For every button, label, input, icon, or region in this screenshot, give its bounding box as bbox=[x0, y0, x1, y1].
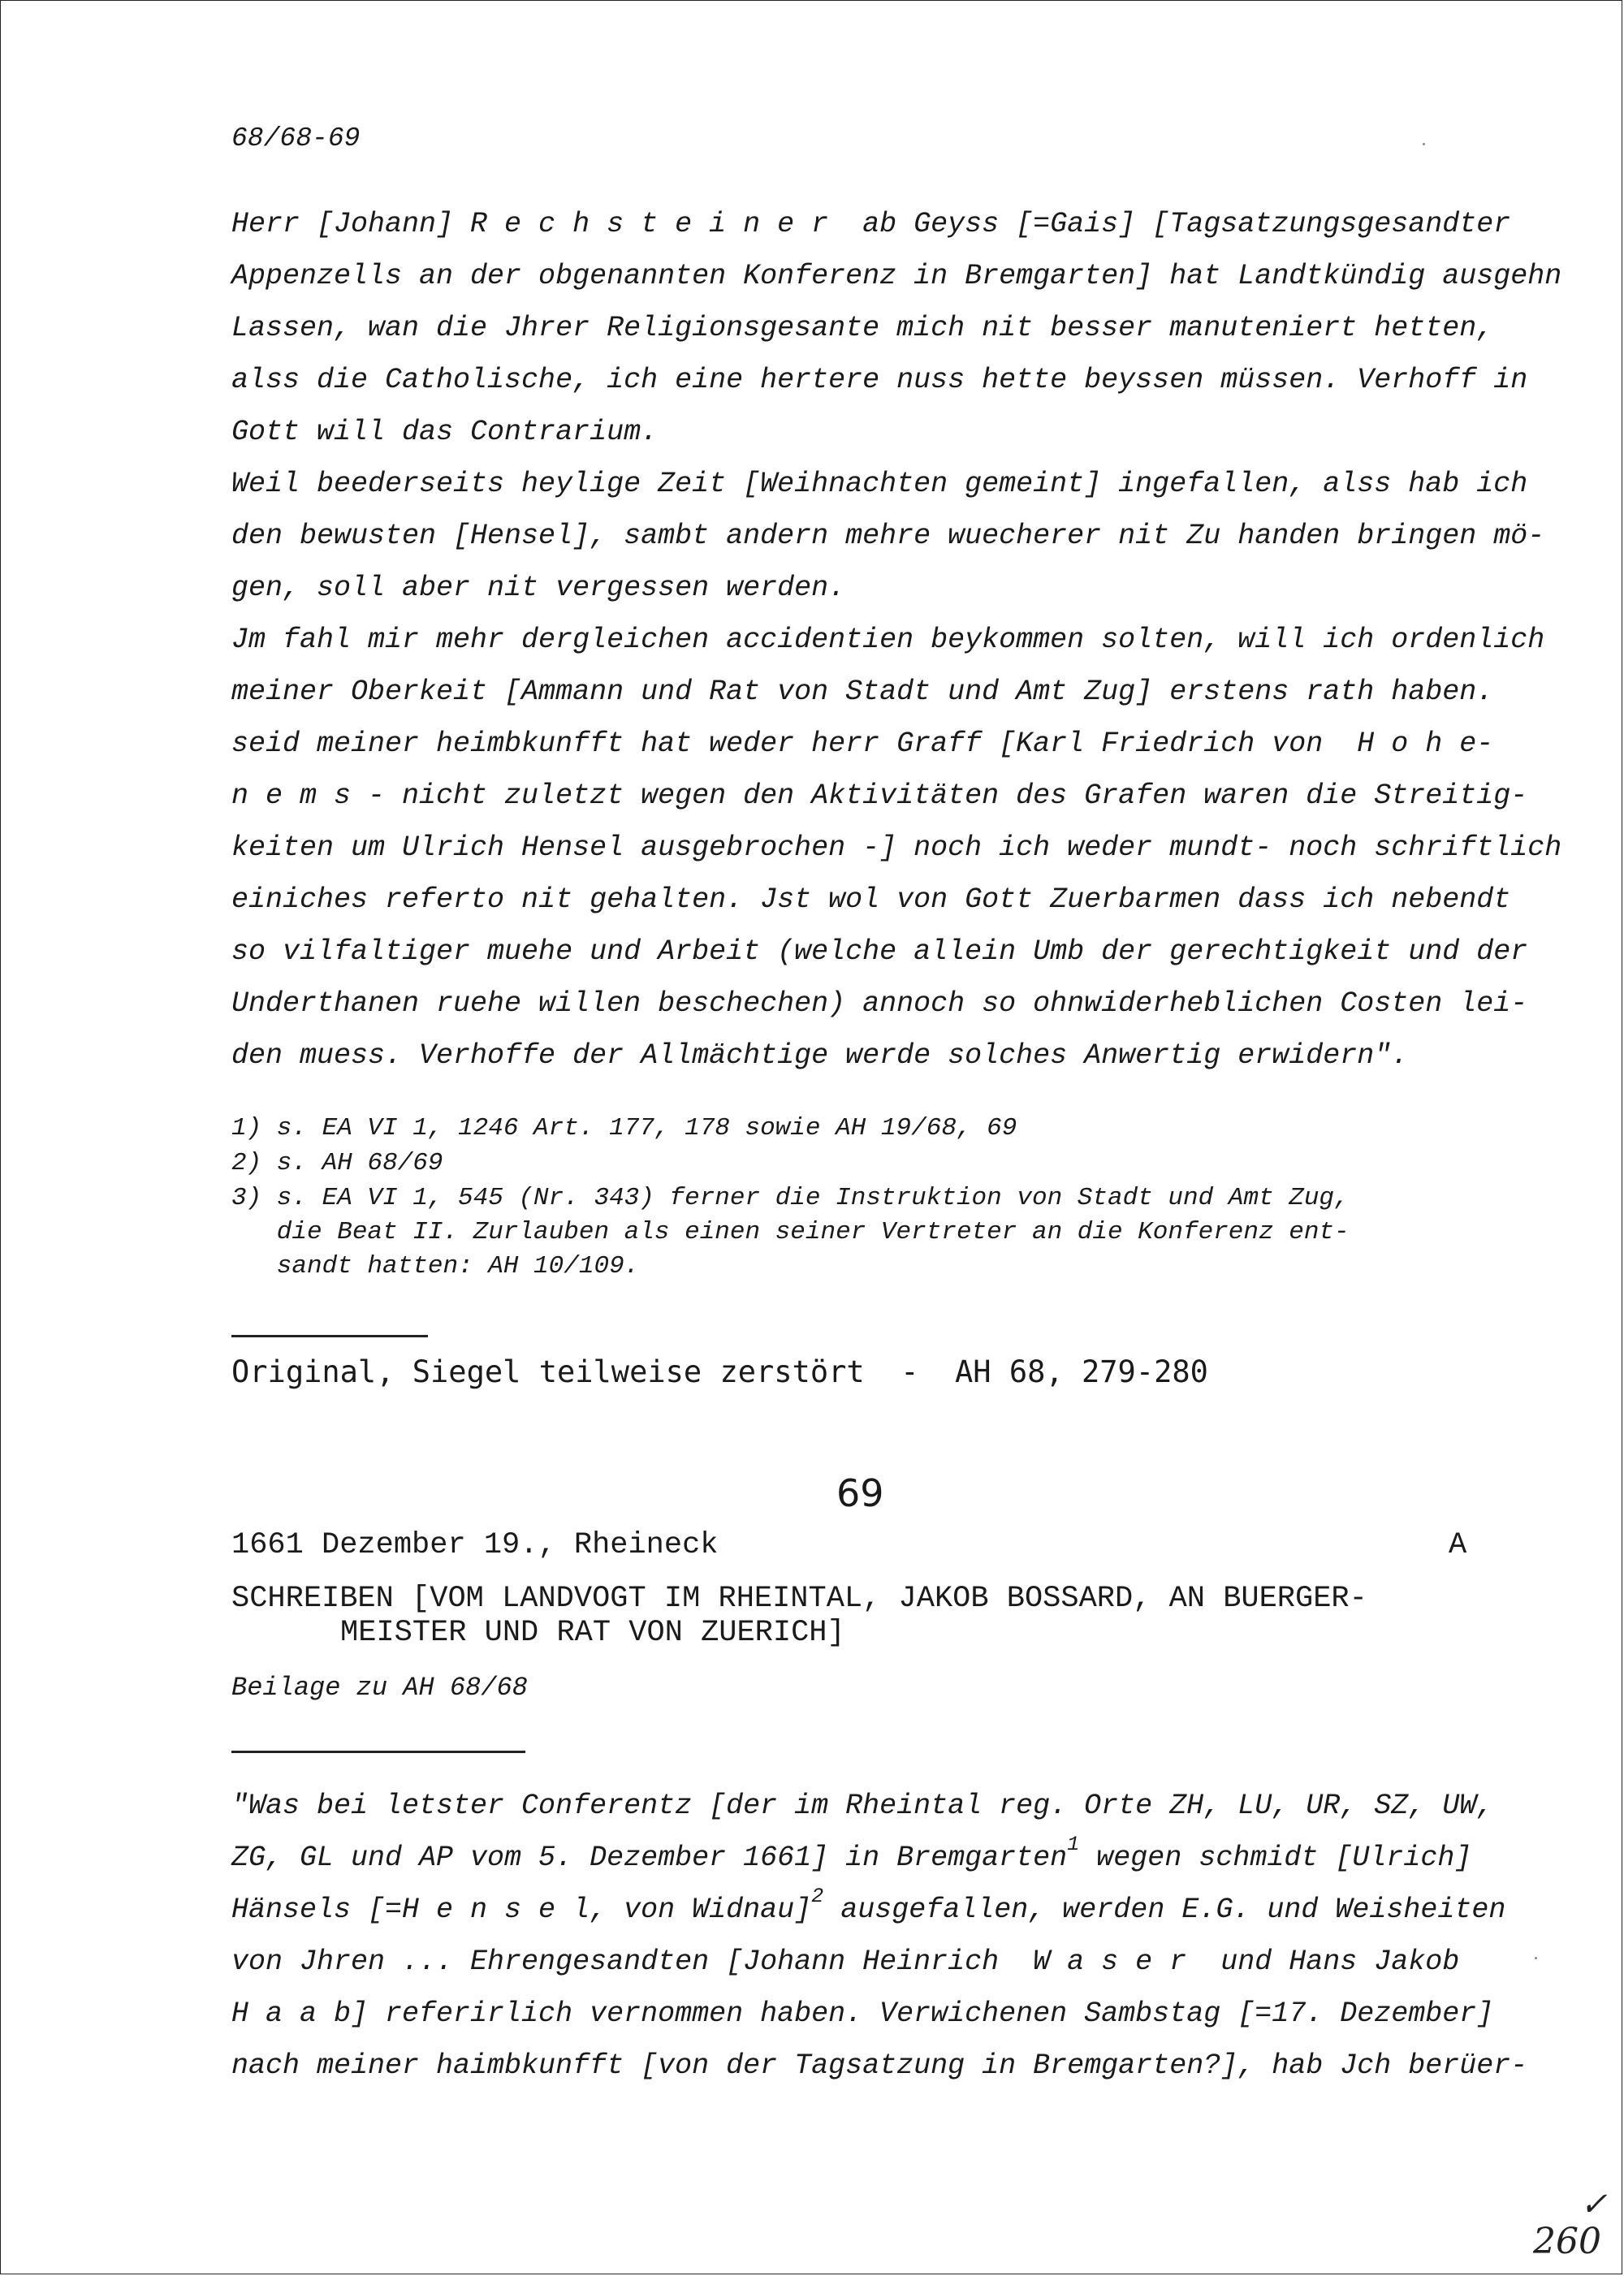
letter-line: "Was bei letster Conferentz [der im Rheintal reg. Orte ZH, LU, UR, SZ, UW, bbox=[231, 1790, 1494, 1822]
footnote-3-cont: die Beat II. Zurlauben als einen seiner Vertreter an die Konferenz ent- bbox=[231, 1218, 1350, 1246]
archive-check-mark: ✓ bbox=[1580, 2186, 1608, 2223]
letter-line: einiches referto nit gehalten. Jst wol von Gott Zuerbarmen dass ich nebendt bbox=[231, 883, 1511, 916]
letter-line: gen, soll aber nit vergessen werden. bbox=[231, 572, 846, 604]
archive-page-number: 260 bbox=[1533, 2221, 1601, 2262]
document-enclosure: Beilage zu AH 68/68 bbox=[231, 1673, 528, 1703]
letter-line: Hänsels [=H e n s e l, von Widnau]$^2$ ausgefallen, werden E.G. und Weisheiten bbox=[231, 1885, 1506, 1926]
document-number: 69 bbox=[836, 1471, 884, 1515]
letter-line: meiner Oberkeit [Ammann und Rat von Stadt und Amt Zug] erstens rath haben. bbox=[231, 676, 1494, 708]
letter-line: den muess. Verhoffe der Allmächtige werde solches Anwertig erwidern". bbox=[231, 1039, 1409, 1072]
letter-line: Jm fahl mir mehr dergleichen accidentien beykommen solten, will ich ordenlich bbox=[231, 624, 1545, 656]
letter-line: ZG, GL und AP vom 5. Dezember 1661] in Bremgarten$^1$ wegen schmidt [Ulrich] bbox=[231, 1833, 1472, 1874]
letter-line: seid meiner heimbkunfft hat weder herr Graff [Karl Friedrich von H o h e- bbox=[231, 728, 1494, 760]
scan-speck bbox=[1423, 143, 1425, 145]
letter-line: keiten um Ulrich Hensel ausgebrochen -] noch ich weder mundt- noch schriftlich bbox=[231, 831, 1562, 864]
source-note: Original, Siegel teilweise zerstört - AH 68, 279-280 bbox=[231, 1354, 1208, 1389]
footnote-3: 3) s. EA VI 1, 545 (Nr. 343) ferner die Instruktion von Stadt und Amt Zug, bbox=[231, 1184, 1350, 1212]
letter-line: nach meiner haimbkunfft [von der Tagsatzung in Bremgarten?], hab Jch berüer- bbox=[231, 2049, 1528, 2082]
page-reference: 68/68-69 bbox=[231, 123, 361, 153]
letter-line: Gott will das Contrarium. bbox=[231, 416, 659, 448]
document-date-place: 1661 Dezember 19., Rheineck bbox=[231, 1528, 719, 1562]
letter-line: n e m s - nicht zuletzt wegen den Aktivitäten des Grafen waren die Streitig- bbox=[231, 780, 1528, 812]
footnote-divider bbox=[231, 1335, 428, 1337]
letter-1-body bbox=[231, 208, 1562, 1072]
letter-line: Appenzells an der obgenannten Konferenz in Bremgarten] hat Landtkündig ausgehn bbox=[231, 260, 1562, 292]
letter-line: Lassen, wan die Jhrer Religionsgesante mich nit besser manuteniert hetten, bbox=[231, 312, 1494, 344]
document-classification: A bbox=[1449, 1528, 1467, 1562]
document-title-line-1: SCHREIBEN [VOM LANDVOGT IM RHEINTAL, JAKOB BOSSARD, AN BUERGER- bbox=[231, 1582, 1367, 1616]
footnote-marker-1: 1 bbox=[1067, 1833, 1080, 1857]
letter-line: Weil beederseits heylige Zeit [Weihnachten gemeint] ingefallen, alss hab ich bbox=[231, 468, 1528, 500]
letter-line: Underthanen ruehe willen beschechen) annoch so ohnwiderheblichen Costen lei- bbox=[231, 987, 1528, 1020]
letter-line: Herr [Johann] R e c h s t e i n e r ab Geyss [=Gais] [Tagsatzungsgesandter bbox=[231, 208, 1511, 240]
footnote-2: 2) s. AH 68/69 bbox=[231, 1149, 443, 1177]
header-divider bbox=[231, 1751, 525, 1753]
letter-line: den bewusten [Hensel], sambt andern mehre wuecherer nit Zu handen bringen mö- bbox=[231, 520, 1545, 552]
document-title-line-2: MEISTER UND RAT VON ZUERICH] bbox=[340, 1616, 845, 1650]
letter-line: von Jhren ... Ehrengesandten [Johann Heinrich W a s e r und Hans Jakob bbox=[231, 1946, 1460, 1978]
letter-line: so vilfaltiger muehe und Arbeit (welche allein Umb der gerechtigkeit und der bbox=[231, 935, 1528, 968]
footnote-1: 1) s. EA VI 1, 1246 Art. 177, 178 sowie AH 19/68, 69 bbox=[231, 1114, 1017, 1142]
footnote-marker-2: 2 bbox=[811, 1885, 824, 1909]
footnotes bbox=[231, 1114, 1350, 1285]
letter-line: H a a b] referirlich vernommen haben. Verwichenen Sambstag [=17. Dezember] bbox=[231, 1997, 1494, 2030]
letter-line: alss die Catholische, ich eine hertere nuss hette beyssen müssen. Verhoff in bbox=[231, 364, 1528, 396]
footnote-3-cont: sandt hatten: AH 10/109. bbox=[231, 1252, 640, 1281]
document-69-body bbox=[231, 1790, 1528, 2082]
scan-speck bbox=[1535, 1957, 1537, 1959]
